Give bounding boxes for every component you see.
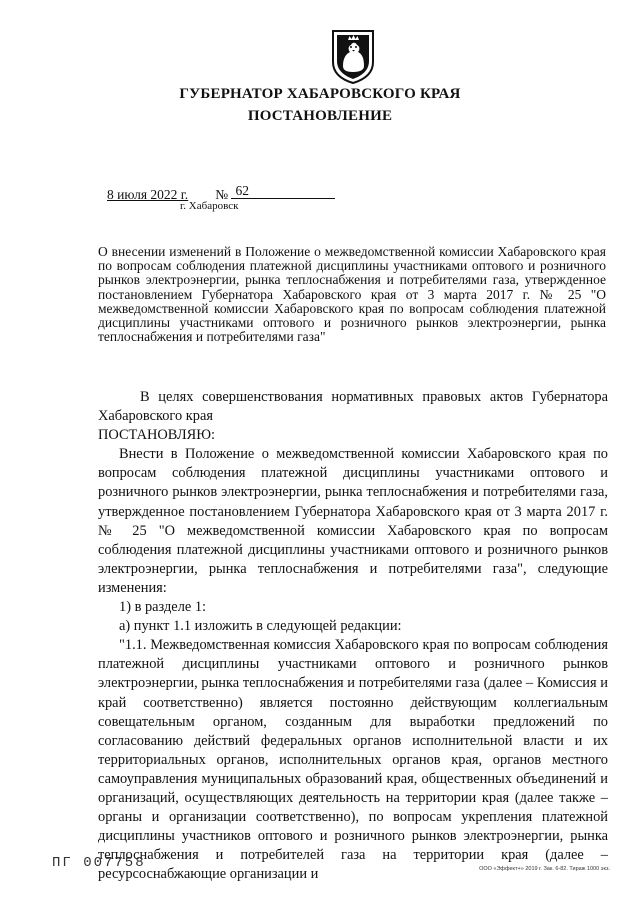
authority-title: ГУБЕРНАТОР ХАБАРОВСКОГО КРАЯ (179, 86, 461, 102)
document-subject: О внесении изменений в Положение о межведомственной комиссии Хабаровского края по вопросам соблюдения платежной дисциплины участниками оптового и розничного рынков электроэнергии, рынка теплоснабжения и потребителями газа, утвержденное постановлением Губернатора Хабаровского края от 3 марта 2017 г. № 25 "О межведомственной комиссии Хабаровского края по вопросам соблюдения платежной дисциплины участниками оптового и розничного рынков электроэнергии, рынка теплоснабжения и потребителями газа" (98, 244, 606, 345)
number-field (231, 184, 335, 199)
paragraph-1: Внести в Положение о межведомственной комиссии Хабаровского края по вопросам соблюдения платежной дисциплины участниками оптового и розничного рынков электроэнергии, рынка теплоснабжения и потребителями газа, утвержденное постановлением Губернатора Хабаровского края от 3 марта 2017 г. № 25 "О межведомственной комиссии Хабаровского края по вопросам соблюдения платежной дисциплины участниками оптового и розничного рынков электроэнергии, рынка теплоснабжения и потребителями газа", следующие изменения: (98, 446, 608, 596)
resolve-statement: ПОСТАНОВЛЯЮ: (98, 427, 216, 444)
paragraph-4: "1.1. Межведомственная комиссия Хабаровского края по вопросам соблюдения платежной дисциплины участниками оптового и розничного рынков электроэнергии, рынка теплоснабжения и потребителями газа (далее – Комиссия и край соответственно) является постоянно действующим коллегиальным совещательным органом, созданным для выработки предложений по согласованию действий федеральных органов исполнительной власти и их территориальных органов, исполнительных органов края, органов местного самоуправления муниципальных образований края, общественных объединений и организаций, осуществляющих деятельность на территории края (далее также – органы и организации соответственно), по вопросам укрепления платежной дисциплины участников оптового и розничного рынков электроэнергии, рынка теплоснабжения и потребителей газа на территории края (далее – ресурсоснабжающие организации и (98, 637, 608, 883)
document-body (98, 388, 608, 884)
document-number: 62 (235, 183, 249, 198)
form-serial-number: ПГ 007758 (52, 855, 146, 871)
paragraph-3: а) пункт 1.1 изложить в следующей редакции: (119, 618, 402, 635)
paragraph-2: 1) в разделе 1: (119, 599, 207, 616)
preamble: В целях совершенствования нормативных правовых актов Губернатора Хабаровского края (98, 389, 608, 425)
number-label: № (215, 187, 229, 202)
city-label: г. Хабаровск (180, 200, 239, 212)
document-date: 8 июля 2022 г. (107, 187, 189, 202)
coat-of-arms-bear-icon (330, 28, 376, 84)
document-type-title: ПОСТАНОВЛЕНИЕ (247, 108, 393, 124)
print-info: ООО «Эффект+» 2019 г. Зак. 6-82. Тираж 1000 экз. (479, 866, 610, 872)
